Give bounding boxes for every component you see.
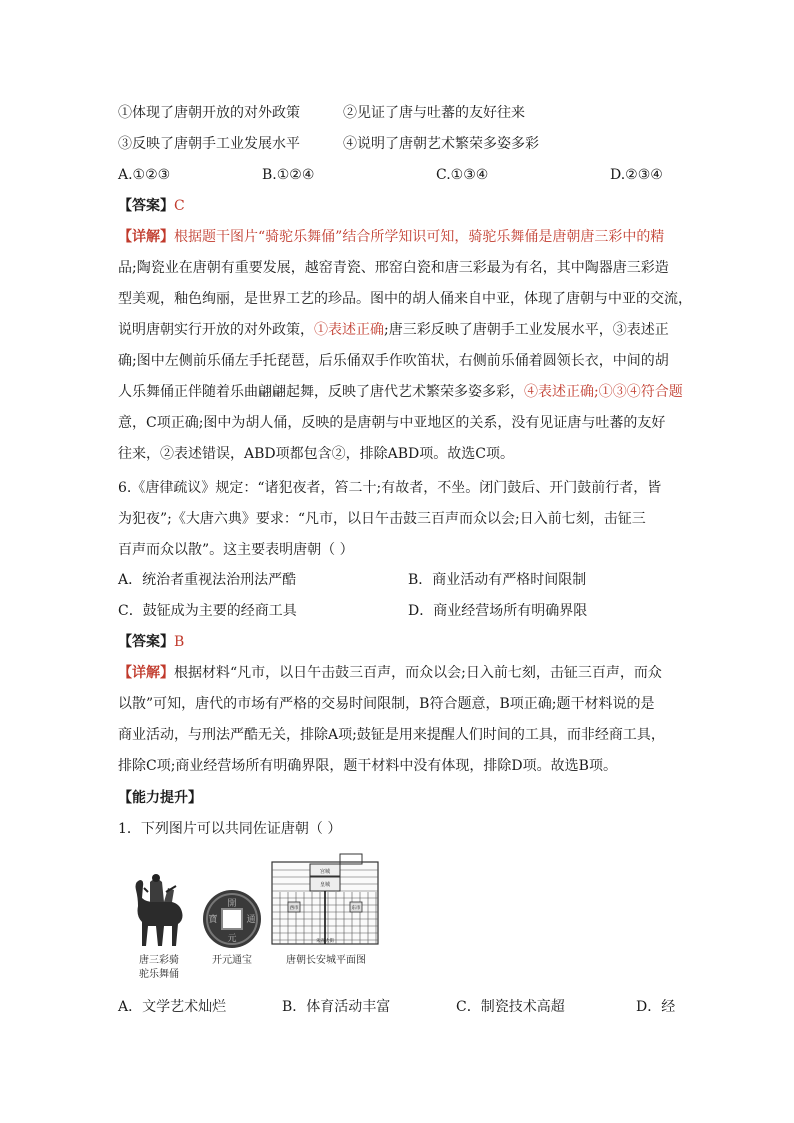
answer-tag: 【答案】 [118,198,174,214]
q6-option-c: C．鼓钲成为主要的经商工具 [118,603,297,619]
detail-text-run: ①表述正确 [314,322,384,338]
camel-caption: 唐三彩骑 驼乐舞俑 [139,955,179,980]
statement-3: ③反映了唐朝手工业发展水平 [118,136,300,152]
section-option-a: A．文学艺术灿烂 [118,999,227,1015]
detail-tag: 【详解】 [118,229,174,245]
statement-2: ②见证了唐与吐蕃的友好往来 [343,105,525,121]
coin-char-left: 寶 [208,915,218,925]
coin-char-right: 通 [246,915,256,925]
q5-option-c: C.①③④ [436,167,489,183]
q6-detail-line-4: 排除C项;商业经营场所有明确界限，题干材料中没有体现，排除D项。故选B项。 [118,758,617,774]
map-label-imperial: 皇城 [319,882,331,888]
q5-detail-line [118,289,692,309]
q5-option-b: B.①②④ [262,167,315,183]
q5-detail-line [118,382,683,402]
map-label-east-market: 东市 [351,906,361,911]
q6-detail-line-2: 以散”可知，唐代的市场有严格的交易时间限制，B符合题意，B项正确;题干材料说的是 [118,696,655,712]
coin-caption: 开元通宝 [212,955,252,966]
q6-stem-line-3: 百声而众以散”。这主要表明唐朝（ ） [118,542,354,558]
detail-text-run: 说明唐朝实行开放的对外政策， [118,322,314,338]
answer-value: B [174,634,185,650]
camel-figurine-image [128,872,188,950]
detail-text-run: 确;图中左侧前乐俑左手托琵琶，后乐俑双手作吹笛状，右侧前乐俑着圆领长衣，中间的胡 [118,353,669,369]
q5-detail-line [118,413,665,433]
q5-detail-line [118,227,664,247]
map-caption: 唐朝长安城平面图 [286,955,366,966]
q5-detail-line [118,351,669,371]
q6-option-d: D．商业经营场所有明确界限 [408,603,588,619]
q5-answer [118,196,185,216]
detail-text-run: 人乐舞俑正伴随着乐曲翩翩起舞，反映了唐代艺术繁荣多姿多彩， [118,384,524,400]
statement-4: ④说明了唐朝艺术繁荣多姿多彩 [343,136,539,152]
section-option-b: B．体育活动丰富 [282,999,391,1015]
detail-tag: 【详解】 [118,665,174,681]
detail-text-run: 根据题干图片“骑驼乐舞俑”结合所学知识可知，骑驼乐舞俑是唐朝唐三彩中的精 [174,229,665,245]
q5-detail-line [118,444,514,464]
changan-map-image [270,852,382,950]
detail-text-run: 型美观，釉色绚丽，是世界工艺的珍品。图中的胡人俑来自中亚，体现了唐朝与中亚的交流， [118,291,692,307]
detail-text-run: 往来，②表述错误，ABD项都包含②，排除ABD项。故选C项。 [118,446,514,462]
q5-option-a: A.①②③ [118,167,171,183]
q5-detail-line [118,320,669,340]
coin-char-top: 開 [227,899,237,909]
kaiyuan-coin-image [196,888,268,950]
statement-1: ①体现了唐朝开放的对外政策 [118,105,300,121]
q6-detail-line-3: 商业活动，与刑法严酷无关，排除A项;鼓钲是用来提醒人们时间的工具，而非经商工具， [118,727,665,743]
detail-text-run: ;①③④符合题 [594,384,683,400]
detail-text-run: ④表述正确 [524,384,594,400]
map-label-west-market: 西市 [289,906,299,911]
detail-text-run: 品;陶瓷业在唐朝有重要发展，越窑青瓷、邢窑白瓷和唐三彩最为有名，其中陶器唐三彩造 [118,260,669,276]
answer-tag: 【答案】 [118,634,174,650]
q6-detail-line-1: 【详解】根据材料“凡市，以日午击鼓三百声，而众以会;日入前七刻，击钲三百声，而众 [118,665,662,681]
q5-detail-line [118,258,669,278]
detail-text-run: ;唐三彩反映了唐朝手工业发展水平，③表述正 [384,322,669,338]
section-title: 【能力提升】 [118,790,202,806]
q6-answer [118,632,184,652]
q6-stem-line-2: 为犯夜”;《大唐六典》要求：“凡市，以日午击鼓三百声而众以会;日入前七刻，击钲三 [118,511,646,527]
answer-value: C [174,198,185,214]
q6-option-a: A．统治者重视法治刑法严酷 [118,572,297,588]
map-label-palace: 宫城 [319,869,331,875]
section-option-d: D．经 [636,999,676,1015]
q6-option-b: B．商业活动有严格时间限制 [408,572,587,588]
q5-option-d: D.②③④ [610,167,663,183]
coin-char-bottom: 元 [227,934,237,944]
section-option-c: C．制瓷技术高超 [456,999,565,1015]
detail-text-run: 意，C项正确;图中为胡人俑，反映的是唐朝与中亚地区的关系，没有见证唐与吐蕃的友好 [118,415,666,431]
map-label-avenue: 朱雀大街 [316,939,334,944]
section-q1-stem: 1．下列图片可以共同佐证唐朝（ ） [118,821,342,837]
q6-stem-line-1: 6.《唐律疏议》规定：“诸犯夜者，笞二十;有故者，不坐。闭门鼓后、开门鼓前行者，皆 [118,480,662,496]
